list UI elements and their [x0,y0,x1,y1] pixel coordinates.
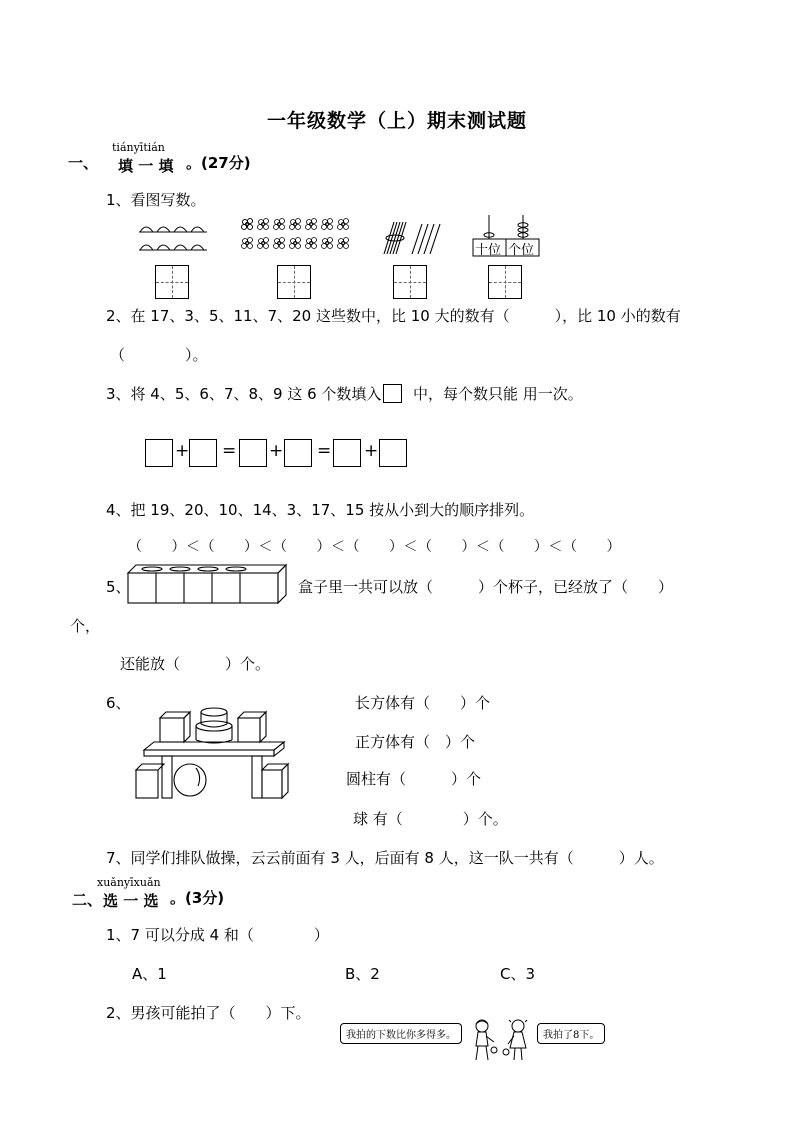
answer-box-hats[interactable] [155,265,189,299]
q6-sphere: 球 有（ ）个。 [353,810,508,828]
q5-cont: 个， [70,617,101,635]
q6-cuboid: 长方体有（ ）个 [355,694,491,712]
q6-cube: 正方体有（ ）个 [355,733,476,751]
speech-bubble-girl: 我拍了8下。 [537,1023,605,1044]
equation-box[interactable] [145,439,173,467]
table-shapes-picture [134,704,292,800]
equation-box[interactable] [189,439,217,467]
q1-text: 1、看图写数。 [106,191,206,209]
plus-sign: + [364,441,379,461]
equation-box[interactable] [333,439,361,467]
q4-text: 4、把 19、20、10、14、3、17、15 按从小到大的顺序排列。 [106,501,535,519]
answer-box-abacus[interactable] [488,265,522,299]
cup-box-picture [126,563,286,605]
q5-line3: 还能放（ ）个。 [120,655,271,673]
section1-heading: 填 一 填 [118,157,174,175]
q3-text-a: 3、将 4、5、6、7、8、9 这 6 个数填入 [106,385,382,403]
q5-text: 盒子里一共可以放（ ）个杯子，已经放了（ ） [298,578,674,596]
q2-line2: （ ）。 [110,346,208,364]
section2-number: 二、 [72,891,103,909]
section1-score: 。(27分) [186,154,251,172]
option-c[interactable]: C、3 [500,965,536,983]
equation-box[interactable] [284,439,312,467]
equation-box[interactable] [239,439,267,467]
answer-box-flowers[interactable] [277,265,311,299]
q6-prefix: 6、 [106,694,131,712]
abacus-tens-label: 十位 [475,243,502,258]
q7-text: 7、同学们排队做操，云云前面有 3 人，后面有 8 人，这一队一共有（ ）人。 [106,849,664,867]
sticks-picture [380,218,442,258]
q2-line1: 2、在 17、3、5、11、7、20 这些数中，比 10 大的数有（ ），比 10 小的数有 [106,307,681,325]
q5-prefix: 5、 [106,578,131,596]
equation-box[interactable] [379,439,407,467]
plus-sign: + [269,441,284,461]
section2-pinyin: xuǎnyīxuǎn [97,876,161,889]
q3-inline-box [383,384,402,403]
section2-heading: 选 一 选 [103,892,159,910]
q6-cylinder: 圆柱有（ ）个 [346,770,482,788]
section1-pinyin: tiányītián [112,141,165,154]
plus-sign: + [175,441,190,461]
s2-q1-text: 1、7 可以分成 4 和（ ） [106,926,329,944]
equals-sign: = [222,441,237,461]
children-bouncing-ball-picture [466,1018,536,1064]
equals-sign: = [317,441,332,461]
q4-blanks: （ ）＜（ ）＜（ ）＜（ ）＜（ ）＜（ ）＜（ ） [128,539,621,555]
abacus-ones-label: 个位 [508,243,535,258]
option-a[interactable]: A、1 [132,965,167,983]
section2-score: 。(3分) [170,889,225,907]
s2-q2-text: 2、男孩可能拍了（ ）下。 [106,1004,311,1022]
answer-box-sticks[interactable] [393,265,427,299]
flowers-picture [240,217,352,257]
hats-picture [138,220,210,260]
page-title: 一年级数学（上）期末测试题 [266,110,527,132]
speech-bubble-boy: 我拍的下数比你多得多。 [340,1023,462,1044]
option-b[interactable]: B、2 [345,965,380,983]
section1-number: 一、 [68,154,99,172]
q3-text-b: 中，每个数只能 用一次。 [413,385,583,403]
